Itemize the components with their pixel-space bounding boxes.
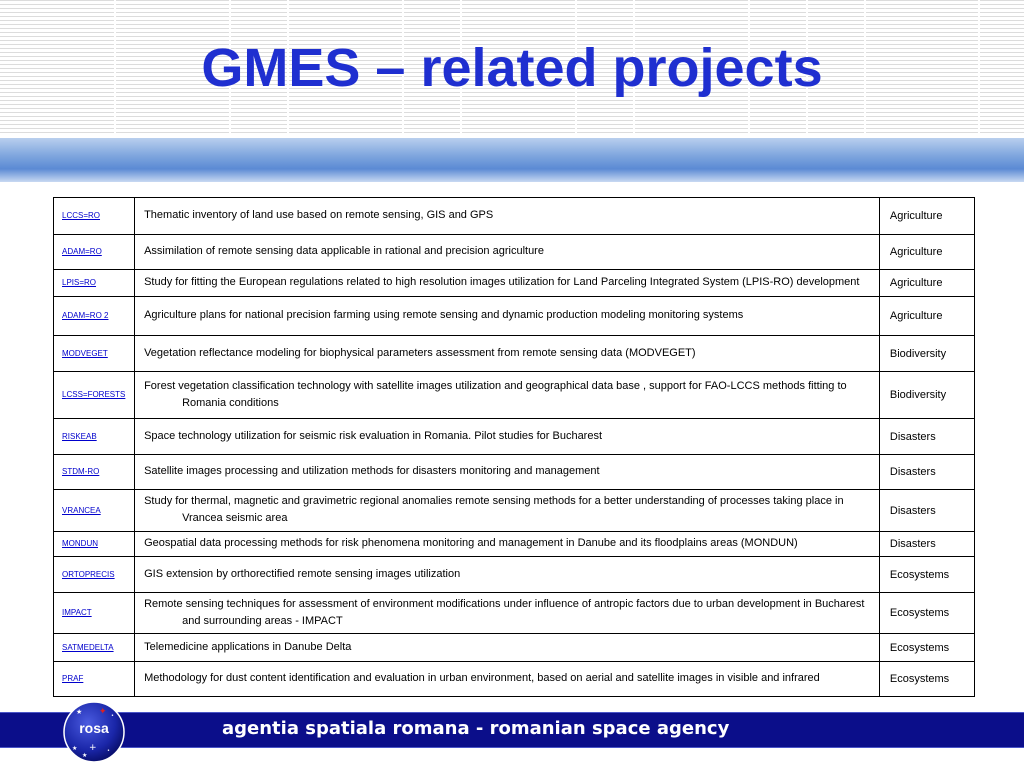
project-category: Agriculture xyxy=(879,198,974,235)
svg-text:★: ★ xyxy=(76,708,83,716)
project-code-cell xyxy=(54,235,135,270)
page-title: GMES – related projects xyxy=(201,38,823,98)
project-description: Satellite images processing and utilization methods for disasters monitoring and management xyxy=(144,465,600,477)
project-description: Remote sensing techniques for assessment of environment modifications under influence of antropic factors due to urban development in Bucharest and surrounding areas - IMPACT xyxy=(144,597,865,627)
svg-text:•: • xyxy=(107,748,110,754)
project-description: Study for thermal, magnetic and gravimetric regional anomalies remote sensing methods for a better understanding of processes taking place in Vrancea seismic area xyxy=(144,495,844,524)
project-category: Disasters xyxy=(879,455,974,490)
project-description-cell xyxy=(135,490,880,532)
project-description: Thematic inventory of land use based on remote sensing, GIS and GPS xyxy=(144,209,494,221)
project-description-cell xyxy=(135,532,880,557)
project-description-cell xyxy=(135,593,880,634)
project-code-cell xyxy=(54,336,135,372)
project-description-cell xyxy=(135,662,880,697)
table-row xyxy=(54,235,975,270)
project-description: Study for fitting the European regulations related to high resolution images utilization for Land Parceling Integrated System (LPIS-RO) development xyxy=(144,276,860,288)
agency-name: agentia spatiala romana - romanian space agency xyxy=(222,718,730,739)
project-code-cell xyxy=(54,532,135,557)
project-description: Forest vegetation classification technology with satellite images utilization and geographical data base , support for FAO-LCCS methods fitting to Romania conditions xyxy=(144,379,847,409)
project-category: Agriculture xyxy=(879,235,974,270)
svg-text:+: + xyxy=(89,743,97,753)
table-row xyxy=(54,532,975,557)
project-code-link[interactable]: RISKEAB xyxy=(62,431,97,441)
project-category: Biodiversity xyxy=(879,336,974,372)
table-row xyxy=(54,662,975,697)
project-code-cell xyxy=(54,634,135,662)
project-description: Methodology for dust content identification and evaluation in urban environment, based on aerial and satellite images in visible and infrared xyxy=(144,672,820,684)
project-code-link[interactable]: VRANCEA xyxy=(62,505,101,515)
project-category: Ecosystems xyxy=(879,634,974,662)
project-category: Agriculture xyxy=(879,270,974,297)
project-description: Space technology utilization for seismic risk evaluation in Romania. Pilot studies for Bucharest xyxy=(144,429,603,442)
project-description-cell xyxy=(135,419,880,455)
table-row xyxy=(54,634,975,662)
projects-table xyxy=(53,197,975,697)
svg-text:★: ★ xyxy=(82,752,88,759)
project-code-cell xyxy=(54,593,135,634)
project-description-cell xyxy=(135,297,880,336)
project-description-cell xyxy=(135,235,880,270)
project-description: Telemedicine applications in Danube Delta xyxy=(144,640,352,653)
project-code-link[interactable]: LCCS=RO xyxy=(62,211,101,220)
project-code-link[interactable]: MONDUN xyxy=(62,539,98,548)
project-description: Agriculture plans for national precision farming using remote sensing and dynamic production modeling monitoring systems xyxy=(144,309,744,321)
table-row xyxy=(54,270,975,297)
project-code-link[interactable]: PRAF xyxy=(62,674,84,683)
table-row xyxy=(54,297,975,336)
project-description: GIS extension by orthorectified remote sensing images utilization xyxy=(144,567,461,580)
table-row xyxy=(54,336,975,372)
project-category: Ecosystems xyxy=(879,662,974,697)
project-description-cell xyxy=(135,557,880,593)
project-code-link[interactable]: MODVEGET xyxy=(62,348,108,358)
project-code-link[interactable]: LPIS=RO xyxy=(62,278,97,287)
table-row xyxy=(54,593,975,634)
project-description-cell xyxy=(135,634,880,662)
project-code-link[interactable]: ADAM=RO 2 xyxy=(62,311,109,320)
project-description-cell xyxy=(135,336,880,372)
svg-text:•: • xyxy=(111,713,114,719)
project-code-link[interactable]: ORTOPRECIS xyxy=(62,569,115,579)
svg-text:★: ★ xyxy=(72,745,78,752)
project-code-cell xyxy=(54,557,135,593)
table-row xyxy=(54,455,975,490)
table-row xyxy=(54,198,975,235)
project-code-cell xyxy=(54,372,135,419)
project-category: Agriculture xyxy=(879,297,974,336)
project-category: Biodiversity xyxy=(879,372,974,419)
table-row xyxy=(54,419,975,455)
svg-text:✦: ✦ xyxy=(99,707,107,717)
project-category: Disasters xyxy=(879,532,974,557)
project-description: Vegetation reflectance modeling for biophysical parameters assessment from remote sensing data (MODVEGET) xyxy=(144,346,696,359)
project-category: Ecosystems xyxy=(879,593,974,634)
project-description-cell xyxy=(135,372,880,419)
blue-gradient-band xyxy=(0,138,1024,182)
project-code-cell xyxy=(54,198,135,235)
project-code-link[interactable]: ADAM=RO xyxy=(62,247,102,256)
project-description: Assimilation of remote sensing data applicable in rational and precision agriculture xyxy=(144,245,544,257)
project-category: Disasters xyxy=(879,490,974,532)
project-description-cell xyxy=(135,455,880,490)
project-category: Ecosystems xyxy=(879,557,974,593)
project-code-cell xyxy=(54,455,135,490)
project-code-link[interactable]: SATMEDELTA xyxy=(62,642,114,652)
project-code-cell xyxy=(54,419,135,455)
project-code-cell xyxy=(54,297,135,336)
project-description: Geospatial data processing methods for risk phenomena monitoring and management in Danube and its floodplains areas (MONDUN) xyxy=(144,537,798,549)
project-category: Disasters xyxy=(879,419,974,455)
project-code-cell xyxy=(54,662,135,697)
project-description-cell xyxy=(135,198,880,235)
project-code-cell xyxy=(54,490,135,532)
project-code-link[interactable]: STDM-RO xyxy=(62,467,100,476)
project-code-link[interactable]: LCSS=FORESTS xyxy=(62,390,126,399)
table-row xyxy=(54,557,975,593)
project-description-cell xyxy=(135,270,880,297)
table-row xyxy=(54,490,975,532)
logo-label: rosa xyxy=(79,720,109,736)
table-row xyxy=(54,372,975,419)
project-code-link[interactable]: IMPACT xyxy=(62,608,92,617)
project-code-cell xyxy=(54,270,135,297)
